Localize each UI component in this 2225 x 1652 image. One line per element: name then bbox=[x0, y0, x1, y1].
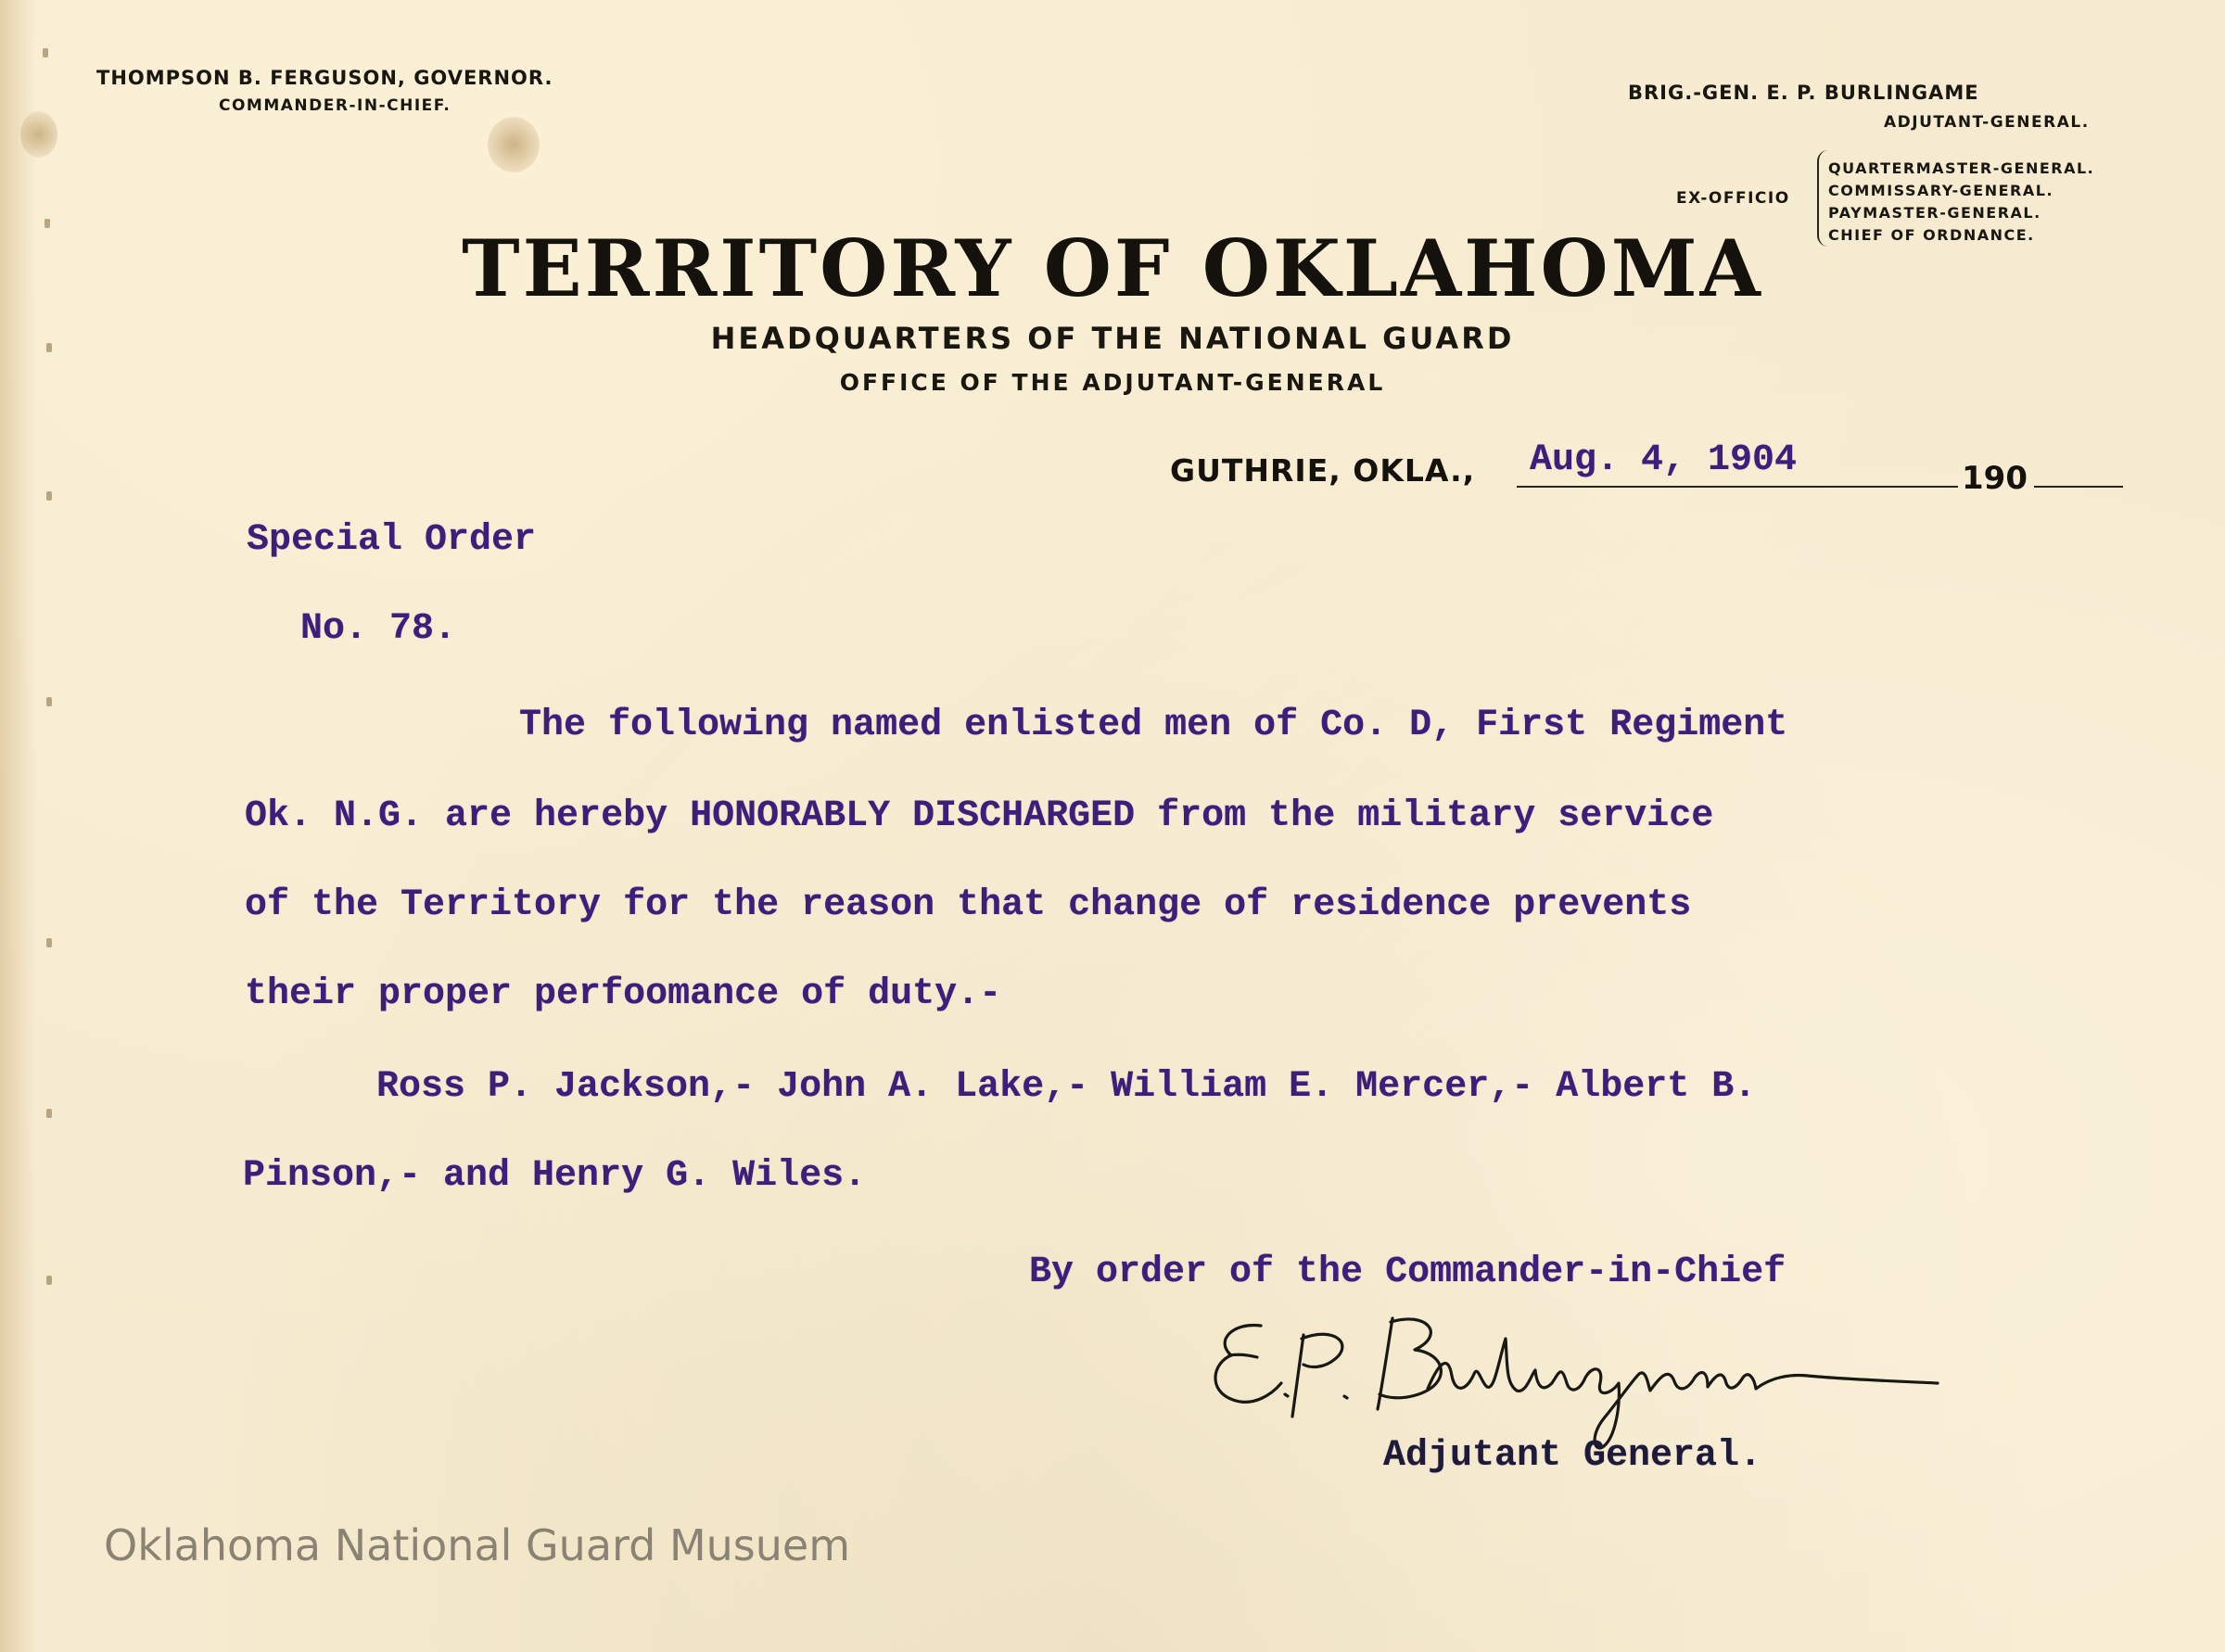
ex-officio-role: CHIEF OF ORDNANCE. bbox=[1828, 226, 2035, 244]
governor-name: THOMPSON B. FERGUSON, GOVERNOR. bbox=[96, 67, 553, 89]
adjutant-name: BRIG.-GEN. E. P. BURLINGAME bbox=[1628, 82, 1979, 104]
body-line: of the Territory for the reason that change of residence prevents bbox=[245, 884, 1692, 926]
handwritten-signature bbox=[1196, 1298, 2002, 1455]
letterhead-title: TERRITORY OF OKLAHOMA bbox=[462, 222, 1763, 314]
adjutant-role: ADJUTANT-GENERAL. bbox=[1884, 113, 2090, 132]
names-line: Pinson,- and Henry G. Wiles. bbox=[243, 1155, 867, 1197]
date-underline bbox=[2034, 486, 2123, 488]
date-underline bbox=[1517, 486, 1958, 488]
ex-officio-role: PAYMASTER-GENERAL. bbox=[1828, 204, 2041, 222]
binding-hole bbox=[46, 1109, 52, 1118]
ex-officio-role: COMMISSARY-GENERAL. bbox=[1828, 182, 2054, 199]
body-line: The following named enlisted men of Co. D, First Regiment bbox=[519, 705, 1788, 746]
binding-hole bbox=[43, 48, 48, 57]
letterhead-subtitle: HEADQUARTERS OF THE NATIONAL GUARD bbox=[710, 321, 1515, 356]
governor-role: COMMANDER-IN-CHIEF. bbox=[219, 96, 451, 115]
binding-hole bbox=[46, 938, 52, 947]
signer-title: Adjutant General. bbox=[1383, 1435, 1762, 1477]
museum-watermark: Oklahoma National Guard Musuem bbox=[104, 1520, 851, 1570]
order-title: Special Order bbox=[247, 519, 537, 561]
ex-officio-role: QUARTERMASTER-GENERAL. bbox=[1828, 159, 2095, 177]
binding-hole bbox=[46, 491, 52, 501]
order-number: No. 78. bbox=[300, 608, 457, 650]
place-label: GUTHRIE, OKLA., bbox=[1170, 452, 1476, 489]
binding-hole bbox=[46, 697, 52, 706]
year-prefix: 190 bbox=[1962, 460, 2028, 497]
letterhead-office: OFFICE OF THE ADJUTANT-GENERAL bbox=[839, 369, 1386, 396]
body-line: Ok. N.G. are hereby HONORABLY DISCHARGED from the military service bbox=[245, 795, 1714, 837]
ex-officio-label: EX-OFFICIO bbox=[1676, 189, 1790, 208]
names-line: Ross P. Jackson,- John A. Lake,- William E. Mercer,- Albert B. bbox=[376, 1066, 1757, 1108]
paper-stain bbox=[488, 117, 540, 172]
paper-stain bbox=[20, 111, 57, 158]
binding-hole bbox=[46, 1276, 52, 1285]
body-line: their proper perfoomance of duty.- bbox=[245, 973, 1002, 1015]
closing-line: By order of the Commander-in-Chief bbox=[1029, 1252, 1786, 1293]
letter-date: Aug. 4, 1904 bbox=[1530, 439, 1798, 481]
